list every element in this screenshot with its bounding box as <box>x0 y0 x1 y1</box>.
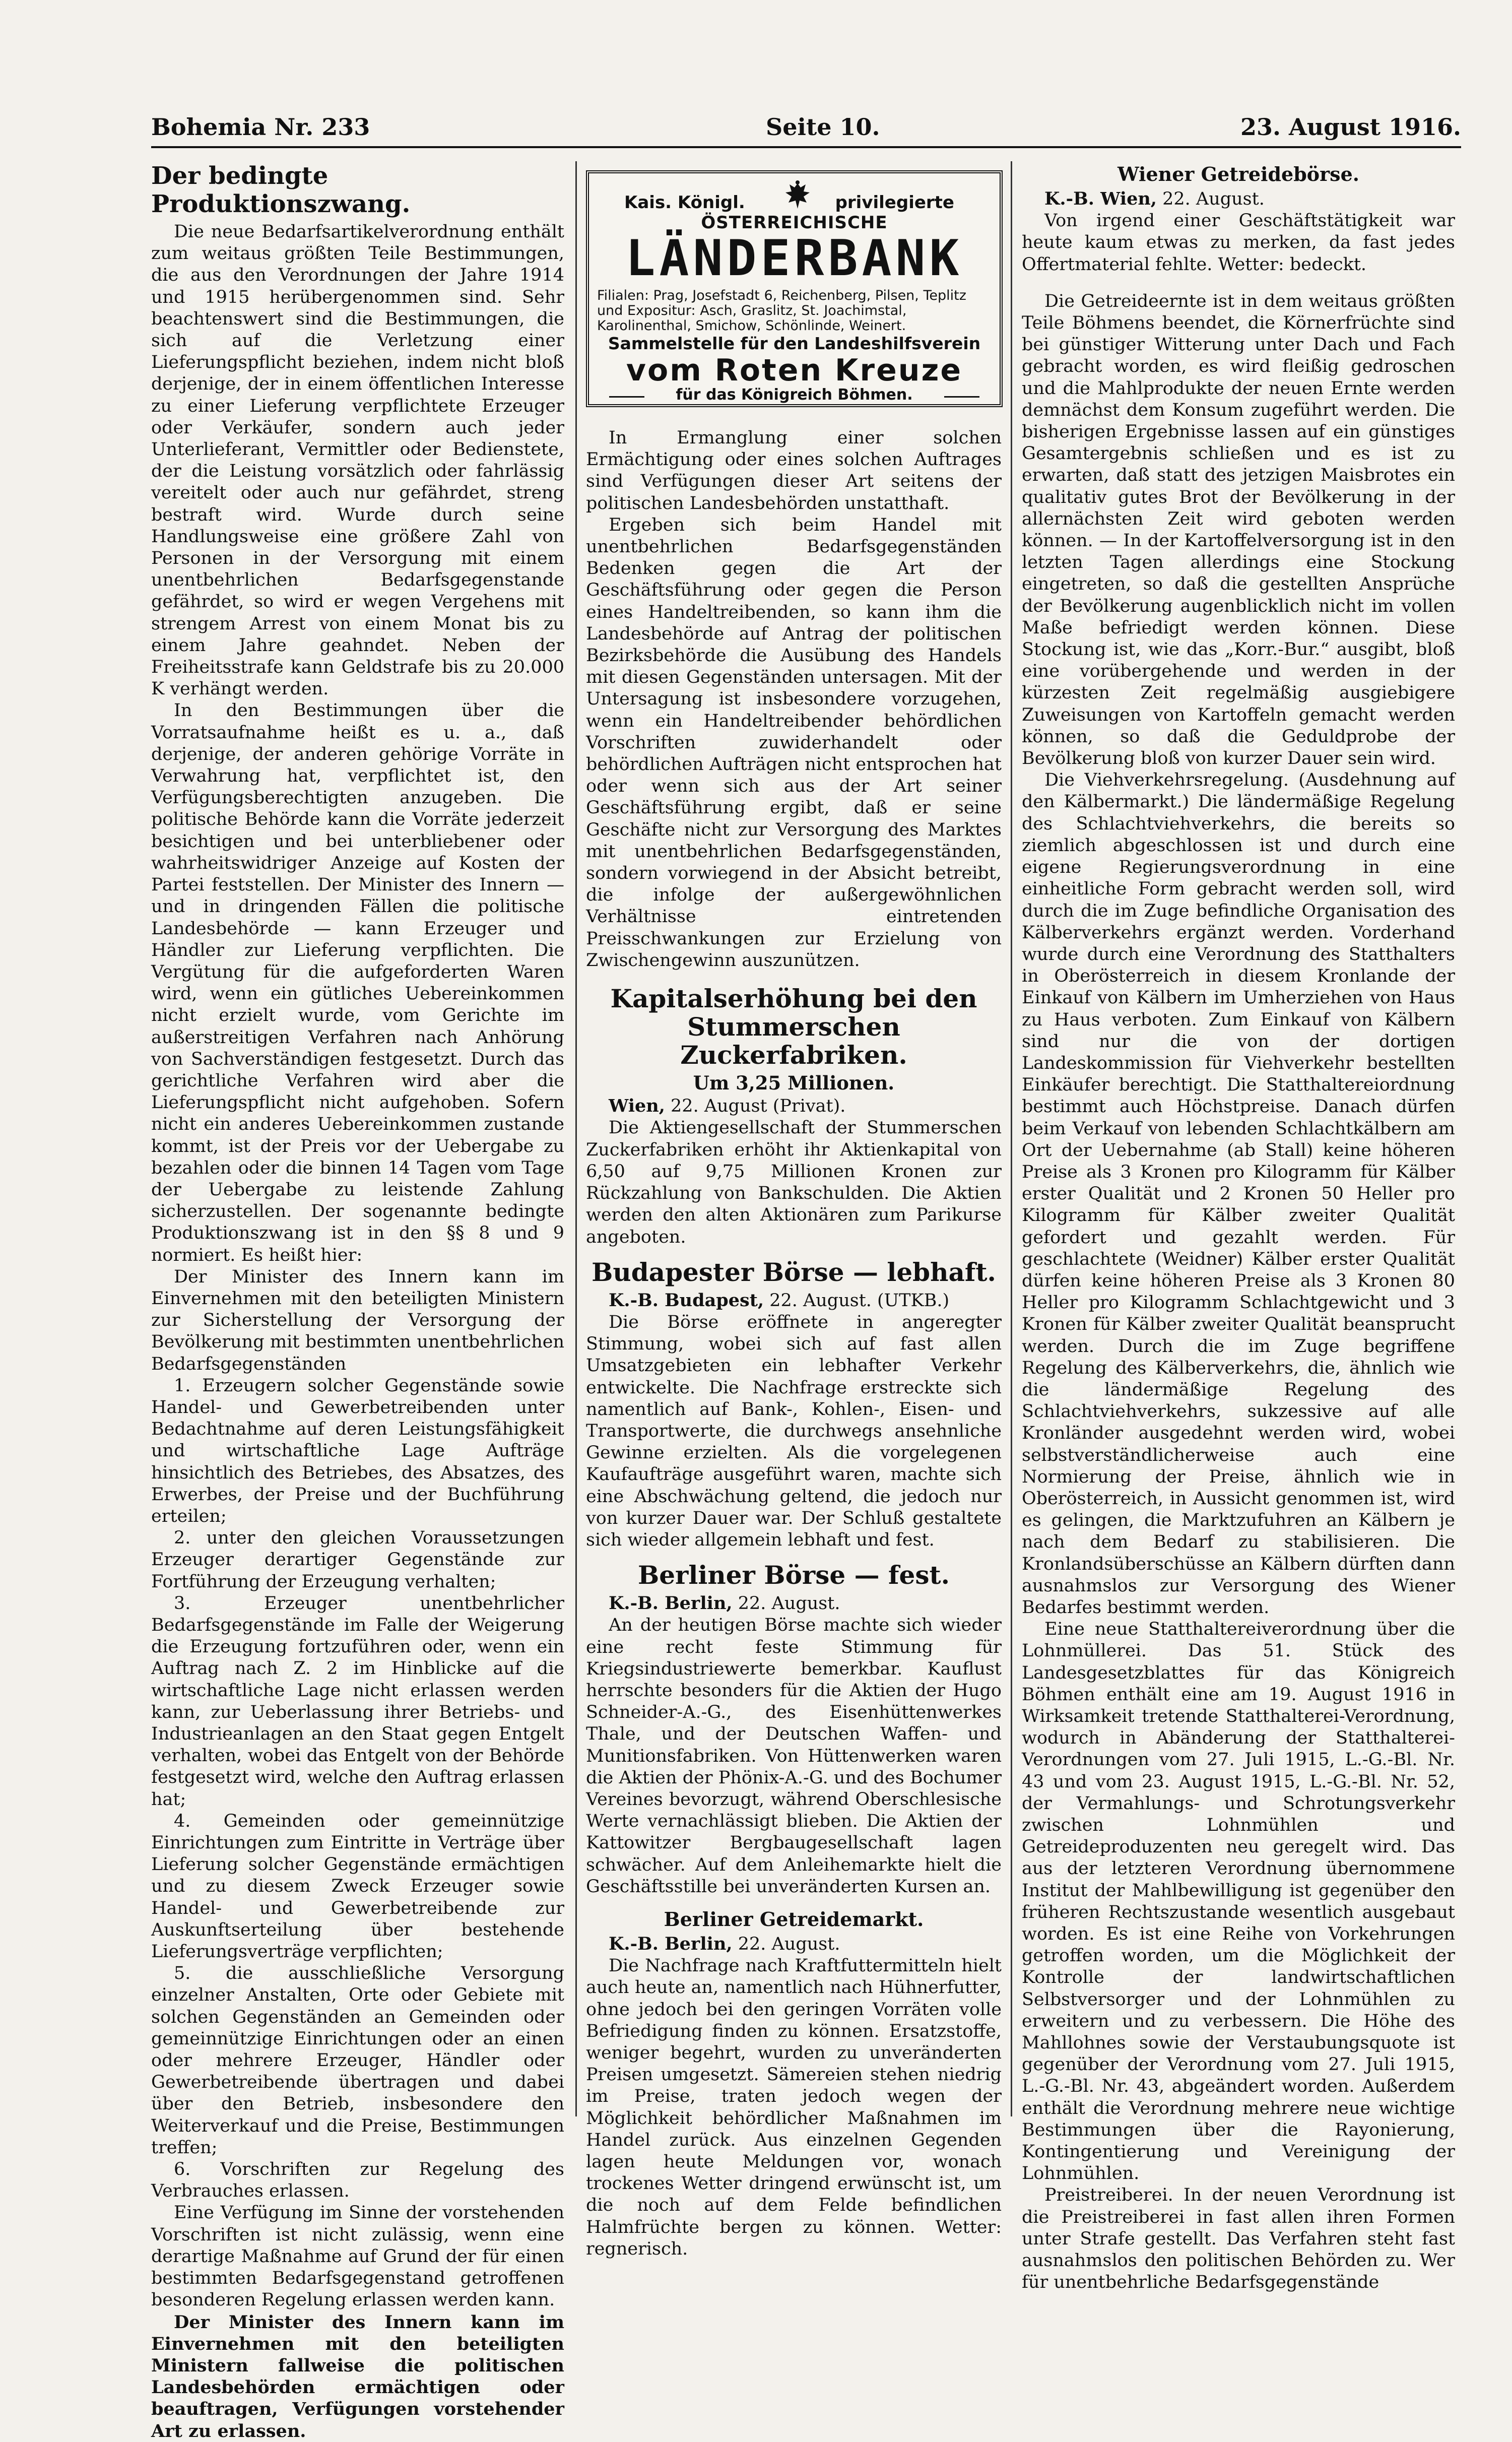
paragraph: In den Bestimmungen über die Vorratsaufnahme heißt es u. a., daß derjenige, der anderen gehörige Vorräte in Verwahrung hat, verpflichtet ist, den Verfügungsberechtigten anzugeben. Die politische Behörde kann die Vorräte jederzeit besichtigen und bei unterbliebener oder wahrheitswidriger Anzeige auf Kosten der Partei feststellen. Der Minister des Innern — und in dringenden Fällen die politische Landesbehörde — kann Erzeuger und Händler zur Lieferung verpflichten. Die Vergütung für die aufgeforderten Waren wird, wenn ein gütliches Uebereinkommen nicht erzielt wurde, vom Gerichte im außerstreitigen Verfahren nach Anhörung von Sachverständigen festgesetzt. Durch das gerichtliche Verfahren wird aber die Lieferungspflicht nicht aufgehoben. Sofern nicht ein anderes Uebereinkommen zustande kommt, ist der Preis vor der Uebergabe zu bezahlen oder die binnen 14 Tagen vom Tage der Uebergabe zu leistende Zahlung sicherzustellen. Der sogenannte bedingte Produktionszwang ist in den §§ 8 und 9 normiert. Es heißt hier: <box>151 700 564 1265</box>
dateline: K.-B. Wien, 22. August. <box>1044 188 1265 209</box>
column-divider-1 <box>575 161 577 2116</box>
column-divider-2 <box>1011 161 1012 2116</box>
ad-kingdom: für das Königreich Böhmen. <box>676 386 913 404</box>
paragraph: 5. die ausschließliche Versorgung einzelner Anstalten, Orte oder Gebiete mit solchen Gegenständen an Gemeinden oder gemeinnützige Einrichtungen oder an einen oder mehrere Erzeuger, Händler oder Gewerbetreibende übertragen und dabei über den Betrieb, insbesondere den Weiterverkauf und die Preise, Bestimmungen treffen; <box>151 1963 564 2158</box>
paragraph: Eine Verfügung im Sinne der vorstehenden Vorschriften ist nicht zulässig, wenn eine derartige Maßnahme auf Grund der für einen bestimmten Bedarfsgegenstand getroffenen besonderen Regelung erlassen werden kann. <box>151 2203 564 2310</box>
ad-red-cross: vom Roten Kreuze <box>626 353 963 388</box>
article-title: Berliner Getreidemarkt. <box>664 1907 924 1931</box>
dateline: K.-B. Budapest, 22. August. (UTKB.) <box>609 1290 950 1311</box>
eagle-crest-icon <box>783 180 812 214</box>
paragraph: Von irgend einer Geschäftstätigkeit war heute kaum etwas zu merken, da fast jedes Offertmaterial fehlte. Wetter: bedeckt. <box>1022 211 1455 275</box>
page-number: Seite 10. <box>766 113 880 141</box>
paragraph: Die Viehverkehrsregelung. (Ausdehnung auf den Kälbermarkt.) Die ländermäßige Regelung des Schlachtviehverkehrs, die bereits so ziemlich abgeschlossen ist und durch eine eigene Regierungsverordnung in eine einheitliche Form gebracht werden soll, wird durch die im Zuge befindliche Organisation des Kälberverkehrs ergänzt werden. Vorderhand wurde durch eine Verordnung des Statthalters in Oberösterreich in diesem Kronlande der Einkauf von Kälbern im Umherziehen von Haus zu Haus verboten. Zum Einkauf von Kälbern sind nur die von der dortigen Landeskommission für Viehverkehr bestellten Einkäufer berechtigt. Die Statthaltereiordnung bestimmt auch Höchstpreise. Danach dürfen beim Verkauf von lebenden Schlachtkälbern am Ort der Uebernahme (ab Stall) keine höheren Preise als 3 Kronen pro Kilogramm für Kälber erster Qualität und 2 Kronen 50 Heller pro Kilogramm für Kälber zweiter Qualität gefordert und gezahlt werden. Für geschlachtete (Weidner) Kälber erster Qualität dürfen keine höheren Preise als 3 Kronen 80 Heller pro Kilogramm Schlachtgewicht und 3 Kronen für Kälber zweiter Qualität beansprucht werden. Durch die im Zuge begriffene Regelung des Kälberverkehrs, die, ähnlich wie die ländermäßige Regelung des Schlachtviehverkehrs, sukzessive auf alle Kronländer ausgedehnt werden wird, wobei selbstverständlicherweise auch eine Normierung der Preise, ähnlich wie in Oberösterreich, in Aussicht genommen ist, wird es gelingen, die Marktzufuhren an Kälbern je nach dem Bedarf zu stabilisieren. Die Kronlandsüberschüsse an Kälbern dürften dann ausnahmslos zur Versorgung des Wiener Bedarfes bestimmt werden. <box>1022 770 1455 1618</box>
column-2 <box>586 427 1002 2260</box>
paragraph: Ergeben sich beim Handel mit unentbehrlichen Bedarfsgegenständen Bedenken gegen die Art der Geschäftsführung oder gegen die Person eines Handeltreibenden, so kann ihm die Landesbehörde auf Antrag der politischen Bezirksbehörde die Ausübung des Handels mit diesen Gegenständen untersagen. Mit der Untersagung ist insbesondere vorzugehen, wenn ein Handeltreibender behördlichen Vorschriften zuwiderhandelt oder behördlichen Aufträgen nicht entsprochen hat oder wenn sich aus der Art seiner Geschäftsführung ergibt, daß er seine Geschäfte nicht zur Versorgung des Marktes mit unentbehrlichen Bedarfsgegenständen, sondern vorwiegend in der Absicht betreibt, die infolge der außergewöhnlichen Verhältnisse eintretenden Preisschwankungen zur Erzielung von Zwischengewinn auszunützen. <box>586 515 1002 971</box>
paragraph: 4. Gemeinden oder gemeinnützige Einrichtungen zum Eintritte in Verträge über Lieferung solcher Gegenstände ermächtigen und zu diesem Zweck Erzeuger sowie Handel- und Gewerbetreibende zur Auskunftserteilung über bestehende Lieferungsverträge verpflichten; <box>151 1811 564 1962</box>
paragraph: 1. Erzeugern solcher Gegenstände sowie Handel- und Gewerbetreibenden unter Bedachtnahme auf deren Leistungsfähigkeit und wirtschaftliche Lage Aufträge hinsichtlich des Betriebes, des Absatzes, des Erwerbes, der Preise und der Buchführung erteilen; <box>151 1375 564 1526</box>
dateline: K.-B. Berlin, 22. August. <box>609 1933 840 1954</box>
paragraph: Der Minister des Innern kann im Einvernehmen mit den beteiligten Ministern fallweise die politischen Landesbehörden ermächtigen oder beauftragen, Verfügungen vorstehender Art zu erlassen. <box>151 2311 564 2441</box>
paragraph: In Ermanglung einer solchen Ermächtigung oder eines solchen Auftrages sind Verfügungen dieser Art seitens der politischen Landesbehörden unstatthaft. <box>586 428 1002 513</box>
article-title: Der bedingte Produktionszwang. <box>151 162 411 218</box>
paragraph: 2. unter den gleichen Voraussetzungen Erzeuger derartiger Gegenstände zur Fortführung der Erzeugung verhalten; <box>151 1528 564 1592</box>
paragraph: Der Minister des Innern kann im Einvernehmen mit den beteiligten Ministern zur Sicherstellung der Versorgung der Bevölkerung mit bestimmten unentbehrlichen Bedarfsgegenständen <box>151 1266 564 1374</box>
paragraph: Die Getreideernte ist in dem weitaus größten Teile Böhmens beendet, die Körnerfrüchte sind bei günstiger Witterung unter Dach und Fach gebracht worden, es wird fleißig gedroschen und die Mahlprodukte der neuen Ernte werden demnächst dem Konsum zugeführt werden. Die bisherigen Ergebnisse lassen auf ein günstiges Gesamtergebnis schließen und es ist zu erwarten, daß statt des jetzigen Maisbrotes ein qualitativ gutes Brot der Bevölkerung in der allernächsten Zeit wird geboten werden können. — In der Kartoffelversorgung ist in den letzten Tagen allerdings eine Stockung eingetreten, so daß die gestellten Ansprüche der Bevölkerung augenblicklich nicht im vollen Maße befriedigt werden können. Diese Stockung ist, wie das „Korr.-Bur.“ ausgibt, bloß eine vorübergehende und werden in der kürzesten Zeit regelmäßig ausgiebigere Zuweisungen von Kartoffeln gemacht werden können, so daß die Geduldprobe der Bevölkerung bloß von kurzer Dauer sein wird. <box>1022 291 1455 769</box>
ad-bank-name: LÄNDERBANK <box>625 230 963 287</box>
paragraph: An der heutigen Börse machte sich wieder eine recht feste Stimmung für Kriegsindustriewerte bemerkbar. Kauflust herrschte besonders für die Aktien der Hugo Schneider-A.-G., des Eisenhüttenwerkes Thale, und der Deutschen Waffen- und Munitionsfabriken. Von Hüttenwerken waren die Aktien der Phönix-A.-G. und des Bochumer Vereines bevorzugt, während Oberschlesische Werte vernachlässigt blieben. Die Aktien der Kattowitzer Bergbaugesellschaft lagen schwächer. Auf dem Anleihemarkte hielt die Geschäftsstille bei unveränderten Kursen an. <box>586 1615 1002 1897</box>
article-title: Wiener Getreidebörse. <box>1117 163 1359 185</box>
ad-collection-point: Sammelstelle für den Landeshilfsverein <box>608 334 981 353</box>
paragraph: Die Börse eröffnete in angeregter Stimmung, wobei sich auf fast allen Umsatzgebieten ein lebhafter Verkehr entwickelte. Die Nachfrage erstreckte sich namentlich auf Bank-, Kohlen-, Eisen- und Transportwerte, die durchwegs ansehnliche Gewinne erzielten. Als die vorgelegenen Kaufaufträge ausgeführt waren, machte sich eine Abschwächung geltend, die jedoch nur von kurzer Dauer war. Der Schluß gestaltete sich wieder allgemein lebhaft und fest. <box>586 1312 1002 1550</box>
issue-label: Bohemia Nr. 233 <box>151 113 370 141</box>
paragraph: Die Aktiengesellschaft der Stummerschen Zuckerfabriken erhöht ihr Aktienkapital von 6,50 auf 9,75 Millionen Kronen zur Rückzahlung von Bankschulden. Die Aktien werden den alten Aktionären zum Parikurse angeboten. <box>586 1118 1002 1247</box>
article-title: Budapester Börse — lebhaft. <box>591 1257 996 1287</box>
landerbank-advertisement <box>586 170 1003 407</box>
issue-date: 23. August 1916. <box>1240 113 1461 141</box>
column-1 <box>151 159 564 2442</box>
paragraph: Die neue Bedarfsartikelverordnung enthält zum weitaus größten Teile Bestimmungen, die aus den Verordnungen der Jahre 1914 und 1915 herübergenommen sind. Sehr beachtenswert sind die Bestimmungen, die sich auf die Verletzung einer Lieferungspflicht beziehen, indem nicht bloß derjenige, der in einem öffentlichen Interesse zu einer Lieferung verpflichtete Erzeuger oder Verkäufer, sondern auch jeder Unterlieferant, Vermittler oder Bedienstete, der die Leistung vorsätzlich oder fahrlässig vereitelt oder auch nur gefährdet, streng bestraft wird. Wurde durch seine Handlungsweise eine größere Zahl von Personen in der Versorgung mit einem unentbehrlichen Bedarfsgegenstande gefährdet, so wird er wegen Vergehens mit strengem Arrest von einem Monat bis zu einem Jahre geahndet. Neben der Freiheitsstrafe kann Geldstrafe bis zu 20.000 K verhängt werden. <box>151 222 564 699</box>
ad-branches: Filialen: Prag, Josefstadt 6, Reichenberg, Pilsen, Teplitz und Expositur: Asch, Graslitz, St. Joachimstal, Karolinenthal, Smichow, Schönlinde, Weinert. <box>597 288 966 334</box>
page-header <box>151 108 1461 149</box>
ad-line-privilegierte: privilegierte <box>835 192 954 213</box>
header-rule <box>151 146 1461 148</box>
dateline: Wien, 22. August (Privat). <box>609 1096 846 1117</box>
paragraph: Eine neue Statthaltereiverordnung über die Lohnmüllerei. Das 51. Stück des Landesgesetzblattes für das Königreich Böhmen enthält eine am 19. August 1916 in Wirksamkeit tretende Statthalterei-Verordnung, wodurch in Abänderung der Statthalterei-Verordnungen vom 27. Juli 1915, L.-G.-Bl. Nr. 43 und vom 23. August 1915, L.-G.-Bl. Nr. 52, der Vermahlungs- und Schrotungsverkehr zwischen Lohnmühlen und Getreideproduzenten neu geregelt wird. Das aus der letzteren Verordnung übernommene Institut der Mahlbewilligung ist gegenüber den früheren Rechtszustande wesentlich ausgebaut worden. Es ist eine Reihe von Vorkehrungen getroffen worden, um die Möglichkeit der Kontrolle der landwirtschaftlichen Selbstversorger und der Lohnmühlen zu erweitern und zu verbessern. Die Höhe des Mahllohnes sowie der Verstaubungsquote ist gegenüber der Verordnung vom 27. Juli 1915, L.-G.-Bl. Nr. 43, abgeändert worden. Außerdem enthält die Verordnung mehrere neue wichtige Bestimmungen über die Rayonierung, Kontingentierung und Vereinigung der Lohnmühlen. <box>1022 1619 1455 2184</box>
article-subtitle: Um 3,25 Millionen. <box>693 1072 895 1095</box>
ad-dash-left <box>609 396 644 398</box>
article-title: Berliner Börse — fest. <box>637 1560 950 1590</box>
paragraph: Die Nachfrage nach Kraftfuttermitteln hielt auch heute an, namentlich nach Hühnerfutter, ohne jedoch bei den geringen Vorräten volle Befriedigung finden zu können. Ersatzstoffe, weniger begehrt, wurden zu unveränderten Preisen umgesetzt. Sämereien stehen niedrig im Preise, traten jedoch wegen der Möglichkeit behördlicher Maßnahmen im Handel zurück. Aus einzelnen Gegenden lagen heute Meldungen vor, wonach trockenes Wetter dringend erwünscht ist, um die noch auf dem Felde befindlichen Halmfrüchte bergen zu können. Wetter: regnerisch. <box>586 1956 1002 2259</box>
ad-line-osterreichische: ÖSTERREICHISCHE <box>701 213 888 233</box>
paragraph: Preistreiberei. In der neuen Verordnung ist die Preistreiberei in fast allen ihren Formen unter Strafe gestellt. Das Verfahren steht fast ausnahmslos den politischen Behörden zu. Wer für unentbehrliche Bedarfsgegenstände <box>1022 2185 1455 2293</box>
ad-line-kais-konigl: Kais. Königl. <box>624 192 745 213</box>
dateline: K.-B. Berlin, 22. August. <box>609 1593 840 1614</box>
column-3 <box>1022 159 1455 2294</box>
article-title: Kapitalserhöhung bei den Stummerschen Zuckerfabriken. <box>610 984 977 1070</box>
paragraph: 6. Vorschriften zur Regelung des Verbrauches erlassen. <box>151 2159 564 2202</box>
paragraph: 3. Erzeuger unentbehrlicher Bedarfsgegenstände im Falle der Weigerung die Erzeugung fortzuführen oder, wenn ein Auftrag nach Z. 2 im Hinblicke auf die wirtschaftliche Lage nicht erlassen werden kann, zur Ueberlassung ihrer Betriebs- und Industrieanlagen an den Staat gegen Entgelt verhalten, wobei das Entgelt von der Behörde festgesetzt wird, welche den Auftrag erlassen hat; <box>151 1593 564 1810</box>
ad-dash-right <box>944 396 979 398</box>
